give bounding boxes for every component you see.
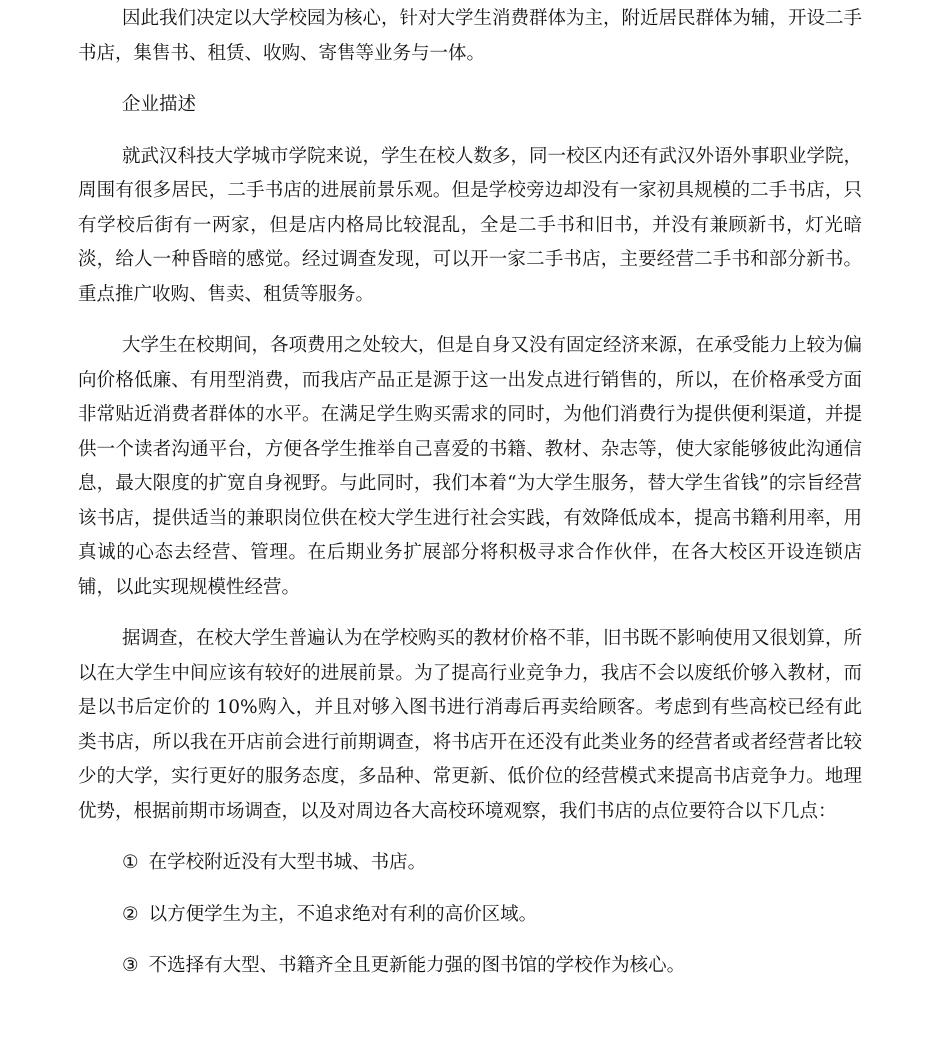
list-item-text: 不选择有大型、书籍齐全且更新能力强的图书馆的学校作为核心。	[148, 955, 686, 976]
list-item	[78, 846, 862, 881]
body-paragraph-location: 就武汉科技大学城市学院来说，学生在校人数多，同一校区内还有武汉外语外事职业学院，周围有很多居民，二手书店的进展前景乐观。但是学校旁边却没有一家初具规模的二手书店，只有学校后街有一两家，但是店内格局比较混乱，全是二手书和旧书，并没有兼顾新书，灯光暗淡，给人一种昏暗的感觉。经过调查发现，可以开一家二手书店，主要经营二手书和部分新书。重点推广收购、售卖、租赁等服务。	[78, 145, 863, 305]
body-paragraph-survey: 据调查，在校大学生普遍认为在学校购买的教材价格不菲，旧书既不影响使用又很划算，所以在大学生中间应该有较好的进展前景。为了提高行业竞争力，我店不会以废纸价够入教材，而是以书后定价的 10%购入，并且对够入图书进行消毒后再卖给顾客。考虑到有些高校已经有此类书店，所以我在开店前会进行前期调查，将书店开在还没有此类业务的经营者或者经营者比较少的大学，实行更好的服务态度，多品种、常更新、低价位的经营模式来提高书店竞争力。地理优势，根据前期市场调查，以及对周边各大高校环境观察，我们书店的点位要符合以下几点：	[78, 628, 863, 822]
section-heading: 企业描述	[122, 94, 197, 115]
list-marker: ②	[122, 903, 139, 925]
body-paragraph-students: 大学生在校期间，各项费用之处较大，但是自身又没有固定经济来源，在承受能力上较为偏向价格低廉、有用型消费，而我店产品正是源于这一出发点进行销售的，所以，在价格承受方面非常贴近消费者群体的水平。在满足学生购买需求的同时，为他们消费行为提供便利渠道，并提供一个读者沟通平台，方便各学生推举自己喜爱的书籍、教材、杂志等，使大家能够彼此沟通信息，最大限度的扩宽自身视野。与此同时，我们本着“为大学生服务，替大学生省钱”的宗旨经营该书店，提供适当的兼职岗位供在校大学生进行社会实践，有效降低成本，提高书籍利用率，用真诚的心态去经营、管理。在后期业务扩展部分将积极寻求合作伙伴，在各大校区开设连锁店铺，以此实现规模性经营。	[78, 335, 863, 598]
intro-paragraph: 因此我们决定以大学校园为核心，针对大学生消费群体为主，附近居民群体为辅，开设二手书店，集售书、租赁、收购、寄售等业务与一体。	[78, 8, 863, 64]
list-marker: ①	[122, 852, 139, 873]
list-marker: ③	[122, 955, 139, 976]
list-item	[78, 949, 862, 984]
list-item-text: 以方便学生为主，不追求绝对有利的高价区域。	[148, 903, 538, 925]
list-item-text: 在学校附近没有大型书城、书店。	[148, 852, 427, 873]
document-page	[78, 2, 862, 984]
list-item	[78, 898, 862, 933]
